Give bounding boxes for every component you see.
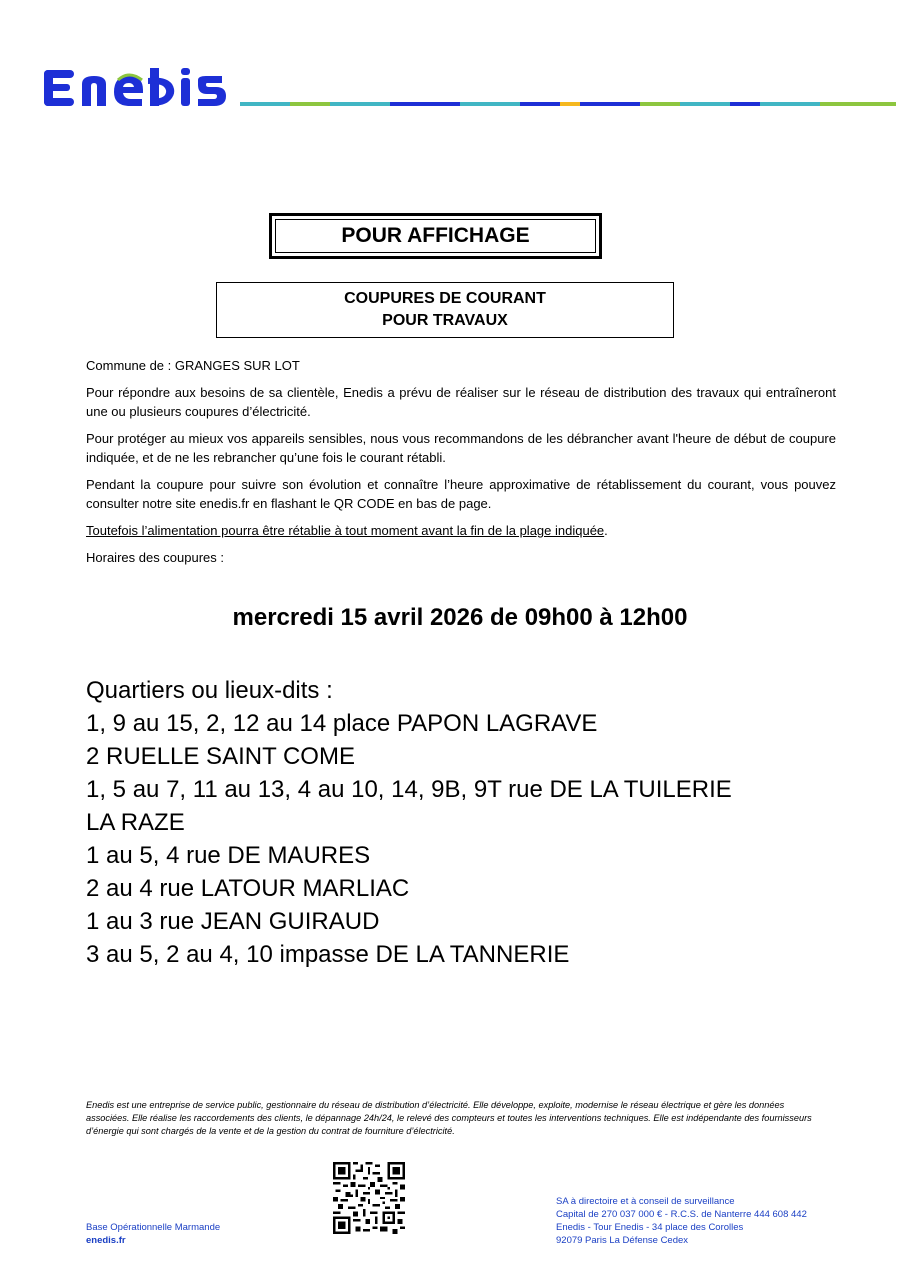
brand-divider-line (240, 102, 896, 106)
schedule-date-range: mercredi 15 avril 2026 de 09h00 à 12h00 (232, 604, 688, 631)
quartiers-heading: Quartiers ou lieux-dits : (86, 677, 333, 704)
list-item: 3 au 5, 2 au 4, 10 impasse DE LA TANNERIE (86, 941, 570, 968)
list-item: 1 au 3 rue JEAN GUIRAUD (86, 908, 380, 935)
base-operationnelle (86, 1221, 220, 1247)
coupures-title-box (216, 282, 674, 338)
list-item: 1 au 5, 4 rue DE MAURES (86, 842, 371, 869)
qr-code-icon[interactable] (333, 1162, 405, 1234)
company-line: Capital de 270 037 000 € - R.C.S. de Nanterre 444 608 442 (556, 1209, 807, 1220)
website-link[interactable]: enedis.fr (86, 1235, 126, 1246)
enedis-logo-icon (44, 66, 234, 108)
list-item: LA RAZE (86, 809, 185, 836)
pour-affichage-title: POUR AFFICHAGE (275, 219, 596, 253)
intro-paragraph-4-end: . (604, 523, 608, 538)
list-item: 1, 9 au 15, 2, 12 au 14 place PAPON LAGRAVE (86, 710, 598, 737)
pour-affichage-box (269, 213, 602, 259)
quartiers-list (86, 674, 866, 971)
intro-paragraph-4-underlined: Toutefois l’alimentation pourra être rétablie à tout moment avant la fin de la plage indiquée (86, 523, 605, 538)
list-item: 2 RUELLE SAINT COME (86, 743, 355, 770)
intro-paragraph-3: Pendant la coupure pour suivre son évolution et connaître l’heure approximative de rétablissement du courant, vous pouvez consulter notre site enedis.fr en flashant le QR CODE en bas de page. (86, 477, 836, 511)
base-name: Base Opérationnelle Marmande (86, 1222, 221, 1233)
horaires-label: Horaires des coupures : (86, 550, 225, 565)
enedis-logo (44, 66, 234, 108)
company-line: Enedis - Tour Enedis - 34 place des Corolles (556, 1222, 744, 1233)
company-info (556, 1195, 807, 1247)
intro-paragraph-4 (86, 521, 836, 540)
list-item: 1, 5 au 7, 11 au 13, 4 au 10, 14, 9B, 9T rue DE LA TUILERIE (86, 776, 732, 803)
company-line: 92079 Paris La Défense Cedex (556, 1235, 689, 1246)
legal-notice: Enedis est une entreprise de service public, gestionnaire du réseau de distribution d’électricité. Elle développe, exploite, modernise le réseau électrique et gère les données associées. Elle réalise les raccordements des clients, le dépannage 24h/24, le relevé des compteurs et toutes les interventions techniques. Elle est indépendante des fournisseurs d’énergie qui sont chargés de la vente et de la gestion du contrat de fourniture d’électricité. (86, 1100, 812, 1136)
intro-paragraph-1: Pour répondre aux besoins de sa clientèle, Enedis a prévu de réaliser sur le réseau de distribution des travaux qui entraîneront une ou plusieurs coupures d’électricité. (86, 385, 836, 419)
intro-paragraph-2: Pour protéger au mieux vos appareils sensibles, nous vous recommandons de les débrancher avant l'heure de début de coupure indiquée, et de ne les rebrancher qu’une fois le courant rétabli. (86, 431, 836, 465)
intro-text (86, 356, 836, 575)
commune-line: Commune de : GRANGES SUR LOT (86, 358, 300, 373)
coupures-title-line1: COUPURES DE COURANT (344, 290, 546, 307)
list-item: 2 au 4 rue LATOUR MARLIAC (86, 875, 410, 902)
company-line: SA à directoire et à conseil de surveillance (556, 1196, 735, 1207)
coupures-title-line2: POUR TRAVAUX (382, 312, 508, 329)
